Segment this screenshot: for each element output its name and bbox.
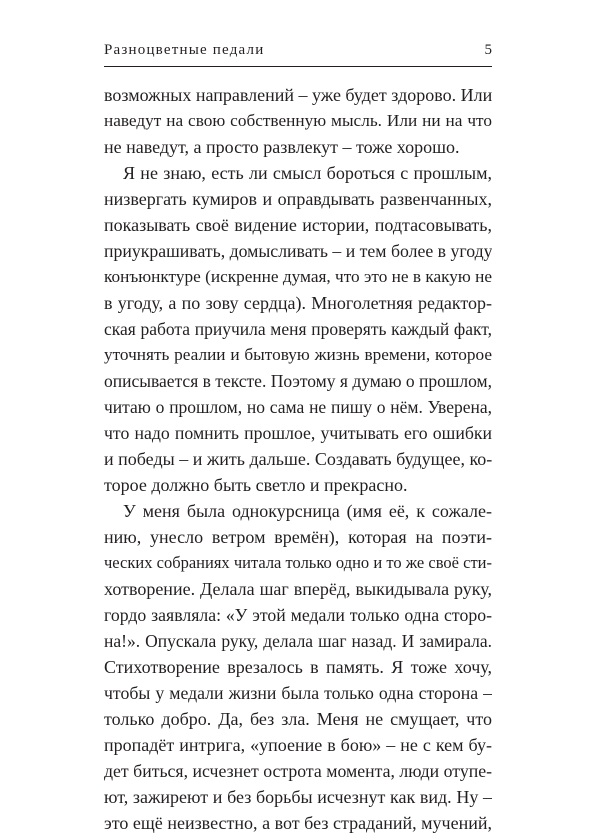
text-line: нию, унесло ветром времён), которая на поэти- xyxy=(104,527,492,547)
text-line: низвергать кумиров и оправдывать развенчанных, xyxy=(104,189,492,209)
text-line: чтобы у медали жизни была только одна сторона – xyxy=(104,683,492,703)
text-line: У меня была однокурсница (имя её, к сожале- xyxy=(123,501,492,521)
text-line: и победы – и жить дальше. Создавать будущее, ко- xyxy=(104,449,492,469)
text-line: не наведут, а просто развлекут – тоже хорошо. xyxy=(104,137,460,157)
body-text xyxy=(104,82,492,836)
text-line: ют, зажиреют и без борьбы исчезнут как вид. Ну – xyxy=(104,787,492,807)
text-line: возможных направлений – уже будет здорово. Или xyxy=(104,85,492,105)
text-line: в угоду, а по зову сердца). Многолетняя редактор- xyxy=(104,293,492,313)
text-line: торое должно быть светло и прекрасно. xyxy=(104,475,408,495)
running-title: Разноцветные педали xyxy=(104,42,265,58)
text-line: пропадёт интрига, «упоение в бою» – не с кем бу- xyxy=(104,735,492,755)
page-number: 5 xyxy=(484,42,492,58)
text-line: что надо помнить прошлое, учитывать его ошибки xyxy=(104,423,492,443)
text-line: наведут на свою собственную мысль. Или ни на что xyxy=(104,111,492,130)
text-line: описывается в тексте. Поэтому я думаю о прошлом, xyxy=(104,371,492,391)
text-line: Я не знаю, есть ли смысл бороться с прошлым, xyxy=(123,163,492,183)
text-line: конъюнктуре (искренне думая, что это не в какую не xyxy=(104,267,492,286)
header-rule xyxy=(104,66,492,67)
text-line: ческих собраниях читала только одно и то же своё сти- xyxy=(104,553,492,572)
text-line: хотворение. Делала шаг вперёд, выкидывала руку, xyxy=(104,579,492,599)
text-line: приукрашивать, домысливать – и тем более в угоду xyxy=(104,241,492,261)
text-line: ская работа приучила меня проверять каждый факт, xyxy=(104,319,492,339)
text-line: Стихотворение врезалось в память. Я тоже хочу, xyxy=(104,657,492,677)
text-line: дет биться, исчезнет острота момента, люди отупе- xyxy=(104,761,492,781)
text-line: это ещё неизвестно, а вот без страданий, мучений, xyxy=(104,813,492,833)
text-line: на!». Опускала руку, делала шаг назад. И замирала. xyxy=(104,631,492,651)
text-line: показывать своё видение истории, подтасовывать, xyxy=(104,215,492,235)
text-line: читаю о прошлом, но сама не пишу о нём. Уверена, xyxy=(104,397,492,417)
text-line: гордо заявляла: «У этой медали только одна сторо- xyxy=(104,605,492,625)
running-head xyxy=(104,40,492,62)
text-line: уточнять реалии и бытовую жизнь времени, которое xyxy=(104,345,492,364)
text-line: только добро. Да, без зла. Меня не смущает, что xyxy=(104,709,492,729)
